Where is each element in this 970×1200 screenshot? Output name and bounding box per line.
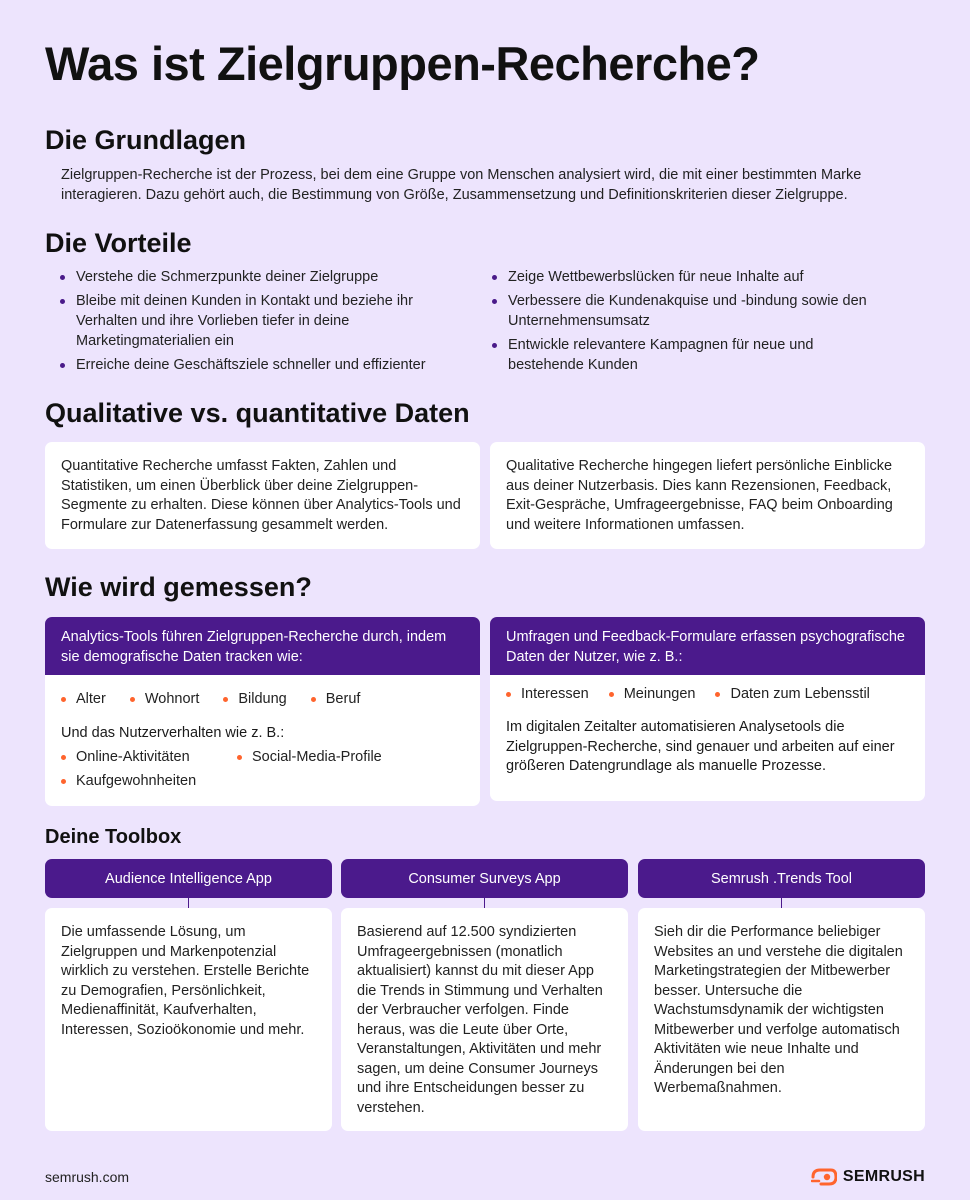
surveys-text: Im digitalen Zeitalter automatisieren Analysetools die Zielgruppen-Recherche, sind genauer und arbeiten auf einer größeren Datengrundlage als manuelle Prozesse.: [506, 719, 895, 774]
list-item: Verbessere die Kundenakquise und -bindung sowie den Unternehmensumsatz: [491, 291, 891, 331]
benefits-list-right: [491, 267, 891, 379]
list-item: Verstehe die Schmerzpunkte deiner Zielgruppe: [59, 267, 434, 287]
tool-consumer-surveys-card: Basierend auf 12.500 syndizierten Umfrageergebnissen (monatlich aktualisiert) kannst du mit dieser App die Trends in Stimmung und Verhalten der Verbraucher verfolgen. Finde heraus, was die Leute über Orte, Veranstaltungen, Aktivitäten und mehr sagen, um deine Consumer Journeys und ihre Entscheidungen besser zu verstehen.: [341, 908, 628, 1131]
analytics-card: [45, 617, 480, 806]
list-item: Kaufgewohnheiten: [61, 771, 261, 791]
analytics-card-header: Analytics-Tools führen Zielgruppen-Recherche durch, indem sie demografische Daten tracken wie:: [45, 617, 480, 675]
footer-url: semrush.com: [45, 1169, 130, 1185]
list-item: Meinungen: [609, 684, 696, 704]
list-item: Entwickle relevantere Kampagnen für neue und bestehende Kunden: [491, 335, 891, 375]
measure-heading: Wie wird gemessen?: [45, 572, 312, 602]
tool-consumer-surveys-label: Consumer Surveys App: [341, 859, 628, 898]
quantitative-text: Quantitative Recherche umfasst Fakten, Zahlen und Statistiken, um einen Überblick über deine Zielgruppen-Segmente zu erhalten. Diese können über Analytics-Tools und Formulare zur Datenerfassung gesammelt werden.: [61, 458, 461, 533]
list-item: Interessen: [506, 684, 589, 704]
list-item: Social-Media-Profile: [237, 747, 382, 767]
semrush-logo: [811, 1168, 925, 1186]
connector-line: [188, 898, 189, 908]
page-title: Was ist Zielgruppen-Recherche?: [45, 37, 760, 90]
list-item: Bleibe mit deinen Kunden in Kontakt und beziehe ihr Verhalten und ihre Vorlieben tiefer in deine Marketingmaterialien ein: [59, 291, 434, 351]
qualitative-text: Qualitative Recherche hingegen liefert persönliche Einblicke aus deiner Nutzerbasis. Dies kann Rezensionen, Feedback, Exit-Gespräche, Umfrageergebnisse, FAQ beim Onboarding und weitere Informationen umfassen.: [506, 458, 893, 533]
list-item: Erreiche deine Geschäftsziele schneller und effizienter: [59, 355, 434, 375]
demographics-list: [61, 689, 464, 709]
data-types-heading: Qualitative vs. quantitative Daten: [45, 398, 470, 428]
semrush-logo-text: SEMRUSH: [842, 1168, 925, 1185]
tool-trends-card: Sieh dir die Performance beliebiger Websites an und verstehe die digitalen Marketingstrategien der Mitbewerber besser. Untersuche die Wachstumsdynamik der wichtigsten Mitbewerber und verfolge automatisch Aktivitäten wie neue Inhalte und Änderungen bei den Werbemaßnahmen.: [638, 908, 925, 1131]
toolbox-heading: Deine Toolbox: [45, 826, 182, 848]
tool-trends-label: Semrush .Trends Tool: [638, 859, 925, 898]
basics-heading: Die Grundlagen: [45, 125, 247, 155]
behavior-intro: Und das Nutzerverhalten wie z. B.:: [61, 725, 285, 741]
connector-line: [781, 898, 782, 908]
surveys-card-header: Umfragen und Feedback-Formulare erfassen psychografische Daten der Nutzer, wie z. B.:: [490, 617, 925, 675]
list-item: Daten zum Lebensstil: [715, 684, 869, 704]
quantitative-card: [45, 442, 480, 549]
list-item: Bildung: [223, 689, 286, 709]
connector-line: [484, 898, 485, 908]
list-item: Alter: [61, 689, 106, 709]
psychographics-list: [506, 684, 909, 704]
benefits-list-left: [59, 267, 434, 379]
list-item: Beruf: [311, 689, 361, 709]
tool-audience-intelligence-card: Die umfassende Lösung, um Zielgruppen und Markenpotenzial wirklich zu verstehen. Erstelle Berichte zu Demografien, Persönlichkeit, Medienaffinität, Kaufverhalten, Interessen, Sozioökonomie und mehr.: [45, 908, 332, 1131]
list-item: Online-Aktivitäten: [61, 747, 237, 767]
surveys-card: [490, 617, 925, 801]
list-item: Wohnort: [130, 689, 200, 709]
basics-text: Zielgruppen-Recherche ist der Prozess, bei dem eine Gruppe von Menschen analysiert wird, die mit einer bestimmten Marke interagieren. Dazu gehört auch, die Bestimmung von Größe, Zusammensetzung und Definitionskriterien dieser Zielgruppe.: [61, 167, 862, 203]
qualitative-card: [490, 442, 925, 549]
semrush-logo-icon: [811, 1168, 837, 1186]
list-item: Zeige Wettbewerbslücken für neue Inhalte auf: [491, 267, 891, 287]
behavior-list: [61, 747, 421, 791]
tool-audience-intelligence-label: Audience Intelligence App: [45, 859, 332, 898]
benefits-heading: Die Vorteile: [45, 228, 192, 258]
